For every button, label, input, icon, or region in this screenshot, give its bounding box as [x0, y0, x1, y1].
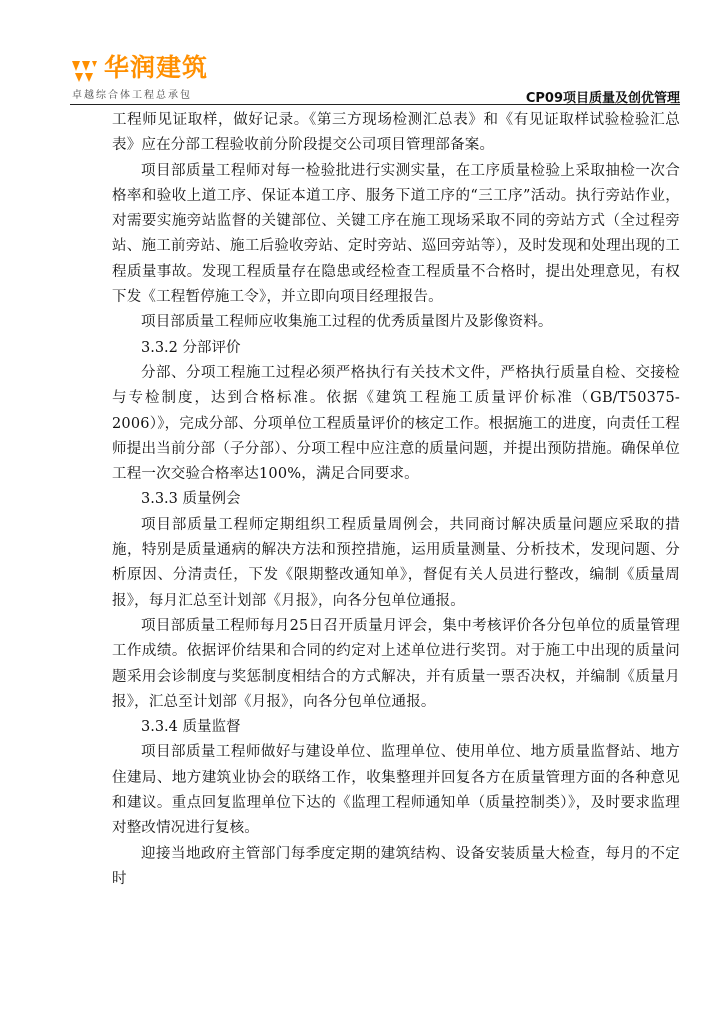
huarun-logo-icon [70, 59, 98, 83]
logo-text: 华润建筑 [104, 53, 209, 82]
header-divider [70, 104, 680, 105]
section-heading: 3.3.2 分部评价 [141, 339, 241, 356]
paragraph: 项目部质量工程师应收集施工过程的优秀质量图片及影像资料。 [141, 314, 553, 331]
section-heading: 3.3.4 质量监督 [141, 719, 241, 736]
paragraph: 工程师见证取样，做好记录。《第三方现场检测汇总表》和《有见证取样试验检验汇总表》应在分部工程验收前分阶段提交公司项目管理部备案。 [112, 112, 680, 154]
page-header [70, 52, 680, 106]
document-body [112, 108, 680, 892]
paragraph: 项目部质量工程师每月25日召开质量月评会，集中考核评价各分包单位的质量管理工作成绩。依据评价结果和合同的约定对上述单位进行奖罚。对于施工中出现的质量问题采用会诊制度与奖惩制度相结合的方式解决，并有质量一票否决权，并编制《质量月报》，汇总至计划部《月报》，向各分包单位通报。 [112, 617, 680, 710]
paragraph: 迎接当地政府主管部门每季度定期的建筑结构、设备安装质量大检查，每月的不定时 [112, 845, 680, 887]
company-tagline: 卓越综合体工程总承包 [72, 90, 192, 101]
section-heading: 3.3.3 质量例会 [141, 491, 241, 508]
paragraph: 项目部质量工程师做好与建设单位、监理单位、使用单位、地方质量监督站、地方住建局、地方建筑业协会的联络工作，收集整理并回复各方在质量管理方面的各种意见和建议。重点回复监理单位下达的《监理工程师通知单（质量控制类）》，及时要求监理对整改情况进行复核。 [112, 744, 680, 837]
paragraph: 分部、分项工程施工过程必须严格执行有关技术文件，严格执行质量自检、交接检与专检制度，达到合格标准。依据《建筑工程施工质量评价标准（GB/T50375-2006）》，完成分部、分项单位工程质量评价的核定工作。根据施工的进度，向责任工程师提出当前分部（子分部）、分项工程中应注意的质量问题，并提出预防措施。确保单位工程一次交验合格率达100%，满足合同要求。 [112, 364, 680, 483]
paragraph: 项目部质量工程师对每一检验批进行实测实量，在工序质量检验上采取抽检一次合格率和验收上道工序、保证本道工序、服务下道工序的“三工序”活动。执行旁站作业，对需要实施旁站监督的关键部位、关键工序在施工现场采取不同的旁站方式（全过程旁站、施工前旁站、施工后验收旁站、定时旁站、巡回旁站等），及时发现和处理出现的工程质量事故。发现工程质量存在隐患或经检查工程质量不合格时，提出处理意见，有权下发《工程暂停施工令》，并立即向项目经理报告。 [112, 162, 680, 306]
paragraph: 项目部质量工程师定期组织工程质量周例会，共同商讨解决质量问题应采取的措施，特别是质量通病的解决方法和预控措施，运用质量测量、分析技术，发现问题、分析原因、分清责任，下发《限期整改通知单》，督促有关人员进行整改，编制《质量周报》，每月汇总至计划部《月报》，向各分包单位通报。 [112, 516, 680, 609]
document-title: CP09项目质量及创优管理 [525, 91, 680, 106]
